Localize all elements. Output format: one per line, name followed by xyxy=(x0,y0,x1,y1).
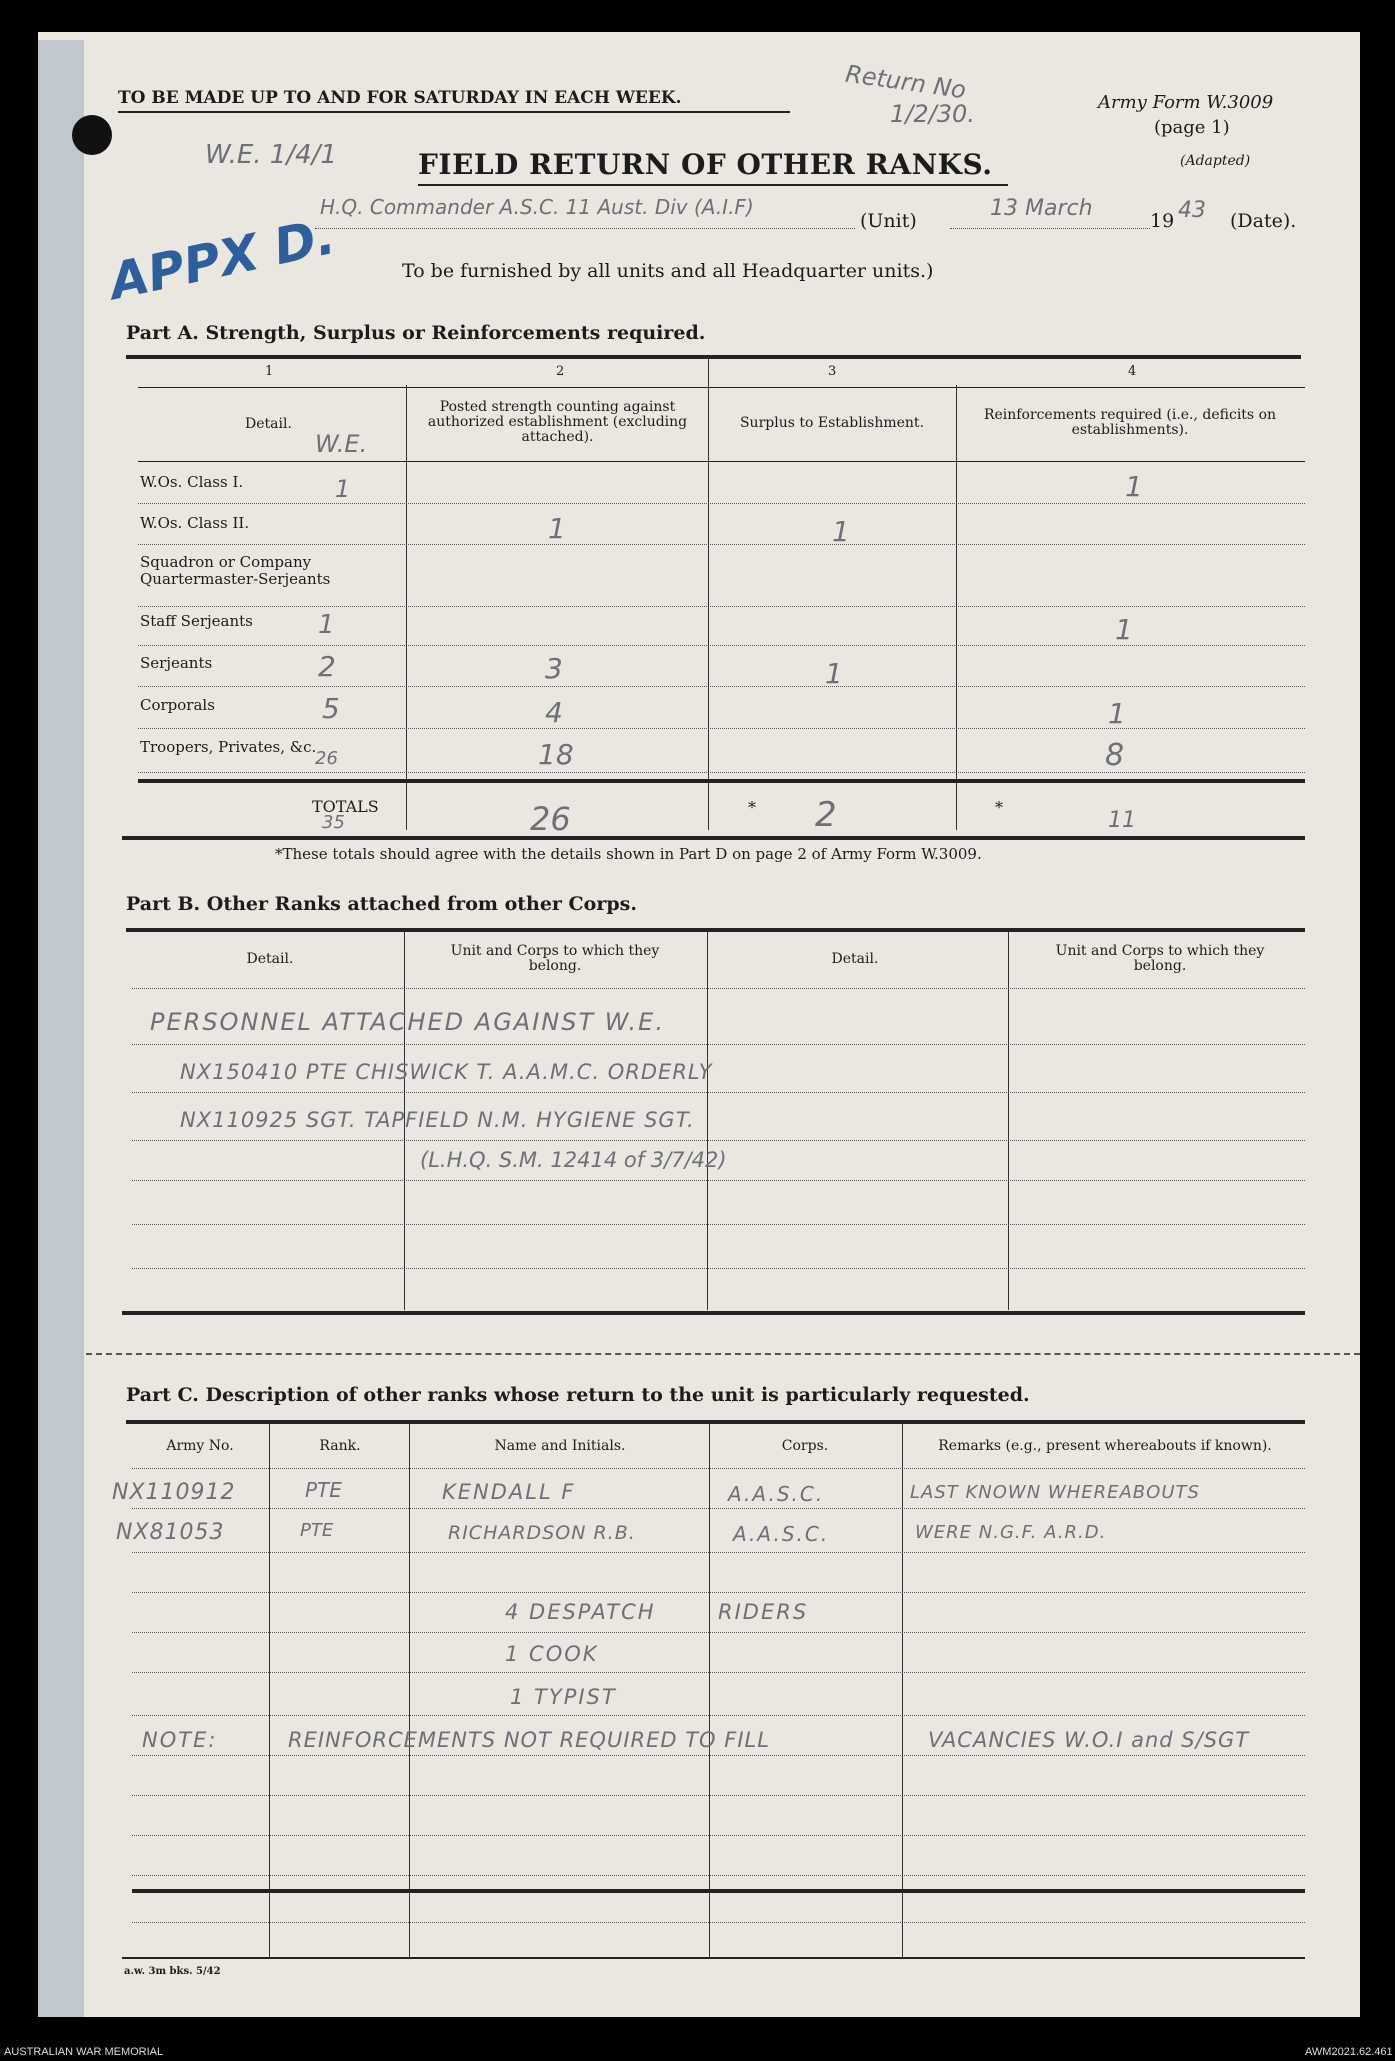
part-c-rule xyxy=(132,1922,1305,1923)
page-number: (page 1) xyxy=(1154,117,1230,138)
part-c-bottom-rule xyxy=(122,1957,1305,1959)
part-c-vline-2 xyxy=(409,1424,410,1957)
paper-edge-strip xyxy=(38,40,84,2017)
row-divider xyxy=(138,728,1305,729)
part-a-bottom-rule xyxy=(122,836,1305,840)
part-b-top-rule xyxy=(126,928,1305,932)
col-detail-header: Detail. xyxy=(245,416,292,432)
made-up-instruction: TO BE MADE UP TO AND FOR SATURDAY IN EACH WEEK. xyxy=(118,88,682,108)
row-label: Serjeants xyxy=(140,654,213,672)
remarks: WERE N.G.F. A.R.D. xyxy=(915,1522,1107,1543)
army-form-number: Army Form W.3009 xyxy=(1098,92,1274,113)
col-number-1: 1 xyxy=(265,364,274,379)
row-posted: 1 xyxy=(548,512,566,545)
part-c-rule xyxy=(132,1552,1305,1553)
year-prefix: 19 xyxy=(1150,210,1175,232)
furnished-note: To be furnished by all units and all Headquarter units.) xyxy=(402,260,934,282)
made-up-underline xyxy=(118,111,790,113)
part-b-col4: Unit and Corps to which they belong. xyxy=(1055,943,1265,974)
row-label: Corporals xyxy=(140,696,215,714)
note-text: REINFORCEMENTS NOT REQUIRED TO FILL xyxy=(288,1728,770,1752)
totals-note: *These totals should agree with the details shown in Part D on page 2 of Army Form W.3009. xyxy=(275,845,982,863)
col-number-3: 3 xyxy=(828,364,837,379)
row-divider xyxy=(138,503,1305,504)
date-dotted-line xyxy=(950,228,1150,229)
part-c-col4: Corps. xyxy=(781,1438,829,1454)
part-c-rule xyxy=(132,1508,1305,1509)
extra-line: 1 COOK xyxy=(505,1642,599,1666)
row-surplus: 1 xyxy=(825,657,843,690)
part-c-vline-4 xyxy=(902,1424,903,1957)
totals-we: 35 xyxy=(322,812,345,833)
totals-star: * xyxy=(748,798,756,817)
row-divider xyxy=(138,645,1305,646)
row-reinf: 8 xyxy=(1105,738,1125,773)
col-detail-hand: W.E. xyxy=(315,430,368,458)
row-reinf: 1 xyxy=(1115,613,1133,646)
part-c-header-rule xyxy=(132,1468,1305,1469)
part-a-caption: Part A. Strength, Surplus or Reinforcements required. xyxy=(126,322,706,344)
part-b-rule xyxy=(132,1092,1305,1093)
part-c-col5: Remarks (e.g., present whereabouts if known). xyxy=(938,1438,1272,1454)
unit-dotted-line xyxy=(315,228,855,229)
row-divider xyxy=(138,772,1305,773)
page-title: FIELD RETURN OF OTHER RANKS. xyxy=(418,148,993,181)
part-a-vline-1 xyxy=(406,385,407,830)
rank: PTE xyxy=(305,1478,342,1502)
name: KENDALL F xyxy=(442,1480,576,1504)
col-reinf-header: Reinforcements required (i.e., deficits on establishments). xyxy=(983,407,1277,438)
rank: PTE xyxy=(300,1520,334,1541)
army-no: NX81053 xyxy=(116,1520,225,1545)
part-b-caption: Part B. Other Ranks attached from other Corps. xyxy=(126,893,637,915)
part-b-line: NX110925 SGT. TAPFIELD N.M. HYGIENE SGT. xyxy=(180,1108,695,1132)
part-c-rule xyxy=(132,1592,1305,1593)
we-reference: W.E. 1/4/1 xyxy=(205,140,337,170)
row-we: 1 xyxy=(318,610,335,640)
totals-surplus: 2 xyxy=(815,795,837,835)
part-b-col1: Detail. xyxy=(246,951,294,967)
totals-top-rule xyxy=(138,779,1305,783)
part-c-col2: Rank. xyxy=(319,1438,361,1454)
note-text-2: VACANCIES W.O.I and S/SGT xyxy=(928,1728,1250,1752)
part-c-rule xyxy=(132,1795,1305,1796)
footer-source: AUSTRALIAN WAR MEMORIAL xyxy=(4,2046,164,2058)
row-posted: 3 xyxy=(545,652,563,685)
row-posted: 18 xyxy=(538,738,574,771)
row-we: 2 xyxy=(318,650,336,683)
part-b-line: NX150410 PTE CHISWICK T. A.A.M.C. ORDERLY xyxy=(180,1060,713,1084)
unit-value: H.Q. Commander A.S.C. 11 Aust. Div (A.I.F) xyxy=(320,195,754,219)
part-a-top-rule xyxy=(126,355,1301,359)
return-no-label: Return No xyxy=(843,59,968,105)
part-b-rule xyxy=(132,1224,1305,1225)
corps: A.A.S.C. xyxy=(728,1482,825,1506)
col-number-2: 2 xyxy=(556,364,565,379)
punch-hole xyxy=(72,115,112,155)
part-c-top-rule xyxy=(126,1420,1305,1424)
totals-label: TOTALS xyxy=(312,797,379,816)
part-b-rule xyxy=(132,1140,1305,1141)
part-b-line: (L.H.Q. S.M. 12414 of 3/7/42) xyxy=(420,1148,727,1172)
row-label: W.Os. Class I. xyxy=(140,473,244,491)
part-c-totals-rule xyxy=(132,1889,1305,1893)
totals-star: * xyxy=(995,798,1003,817)
col-number-rule xyxy=(138,387,1305,388)
part-c-vline-3 xyxy=(709,1424,710,1957)
row-we: 1 xyxy=(335,475,351,503)
row-label: Squadron or Company Quartermaster-Serjeants xyxy=(140,553,331,588)
part-c-col1: Army No. xyxy=(166,1438,234,1454)
remarks: LAST KNOWN WHEREABOUTS xyxy=(910,1482,1200,1503)
row-label: W.Os. Class II. xyxy=(140,514,250,532)
part-a-vline-3 xyxy=(956,385,957,830)
row-divider xyxy=(138,686,1305,687)
col-number-4: 4 xyxy=(1128,364,1137,379)
part-c-rule xyxy=(132,1715,1305,1716)
part-c-rule xyxy=(132,1632,1305,1633)
part-c-caption: Part C. Description of other ranks whose return to the unit is particularly requested. xyxy=(126,1384,1030,1406)
totals-posted: 26 xyxy=(530,800,571,838)
adapted-note: (Adapted) xyxy=(1180,153,1251,169)
part-c-rule xyxy=(132,1835,1305,1836)
extra-line: 4 DESPATCH xyxy=(505,1600,656,1624)
part-b-bottom-rule xyxy=(122,1311,1305,1315)
part-c-rule xyxy=(132,1755,1305,1756)
col-surplus-header: Surplus to Establishment. xyxy=(739,415,925,431)
totals-reinf: 11 xyxy=(1108,808,1136,833)
extra-line: RIDERS xyxy=(718,1600,809,1624)
return-no-value: 1/2/30. xyxy=(890,100,975,128)
row-reinf: 1 xyxy=(1108,697,1126,730)
date-label: (Date). xyxy=(1230,210,1297,232)
part-b-header-rule xyxy=(132,988,1305,989)
row-label: Staff Serjeants xyxy=(140,612,253,630)
footer-accession: AWM2021.62.461 xyxy=(1305,2046,1393,2058)
part-b-col3: Detail. xyxy=(831,951,879,967)
army-no: NX110912 xyxy=(112,1480,236,1505)
part-c-rule xyxy=(132,1672,1305,1673)
title-underline xyxy=(418,184,1008,186)
part-b-rule xyxy=(132,1180,1305,1181)
corps: A.A.S.C. xyxy=(733,1522,830,1546)
col-header-rule xyxy=(138,461,1305,462)
extra-line: 1 TYPIST xyxy=(510,1685,617,1709)
part-a-vline-2 xyxy=(708,358,709,830)
year-suffix: 43 xyxy=(1178,198,1206,223)
note-label: NOTE: xyxy=(142,1728,218,1752)
appendix-mark: APPX D. xyxy=(104,206,340,312)
row-label: Troopers, Privates, &c. xyxy=(140,738,317,756)
perforation-line xyxy=(86,1353,1360,1355)
row-surplus: 1 xyxy=(832,515,850,548)
part-b-col2: Unit and Corps to which they belong. xyxy=(450,943,660,974)
part-b-line: PERSONNEL ATTACHED AGAINST W.E. xyxy=(150,1008,665,1036)
row-posted: 4 xyxy=(545,696,563,729)
date-value: 13 March xyxy=(990,196,1093,221)
part-b-rule xyxy=(132,1044,1305,1045)
part-c-rule xyxy=(132,1875,1305,1876)
part-c-vline-1 xyxy=(269,1424,270,1957)
row-reinf: 1 xyxy=(1125,470,1143,503)
unit-label: (Unit) xyxy=(860,210,917,232)
part-c-col3: Name and Initials. xyxy=(494,1438,626,1454)
col-posted-header: Posted strength counting against authorized establishment (excluding attached). xyxy=(427,399,688,445)
name: RICHARDSON R.B. xyxy=(448,1522,636,1544)
row-we: 5 xyxy=(322,692,340,725)
row-divider xyxy=(138,544,1305,545)
print-code: a.w. 3m bks. 5/42 xyxy=(124,1966,221,1977)
row-we: 26 xyxy=(315,748,338,769)
row-divider xyxy=(138,606,1305,607)
part-b-rule xyxy=(132,1268,1305,1269)
